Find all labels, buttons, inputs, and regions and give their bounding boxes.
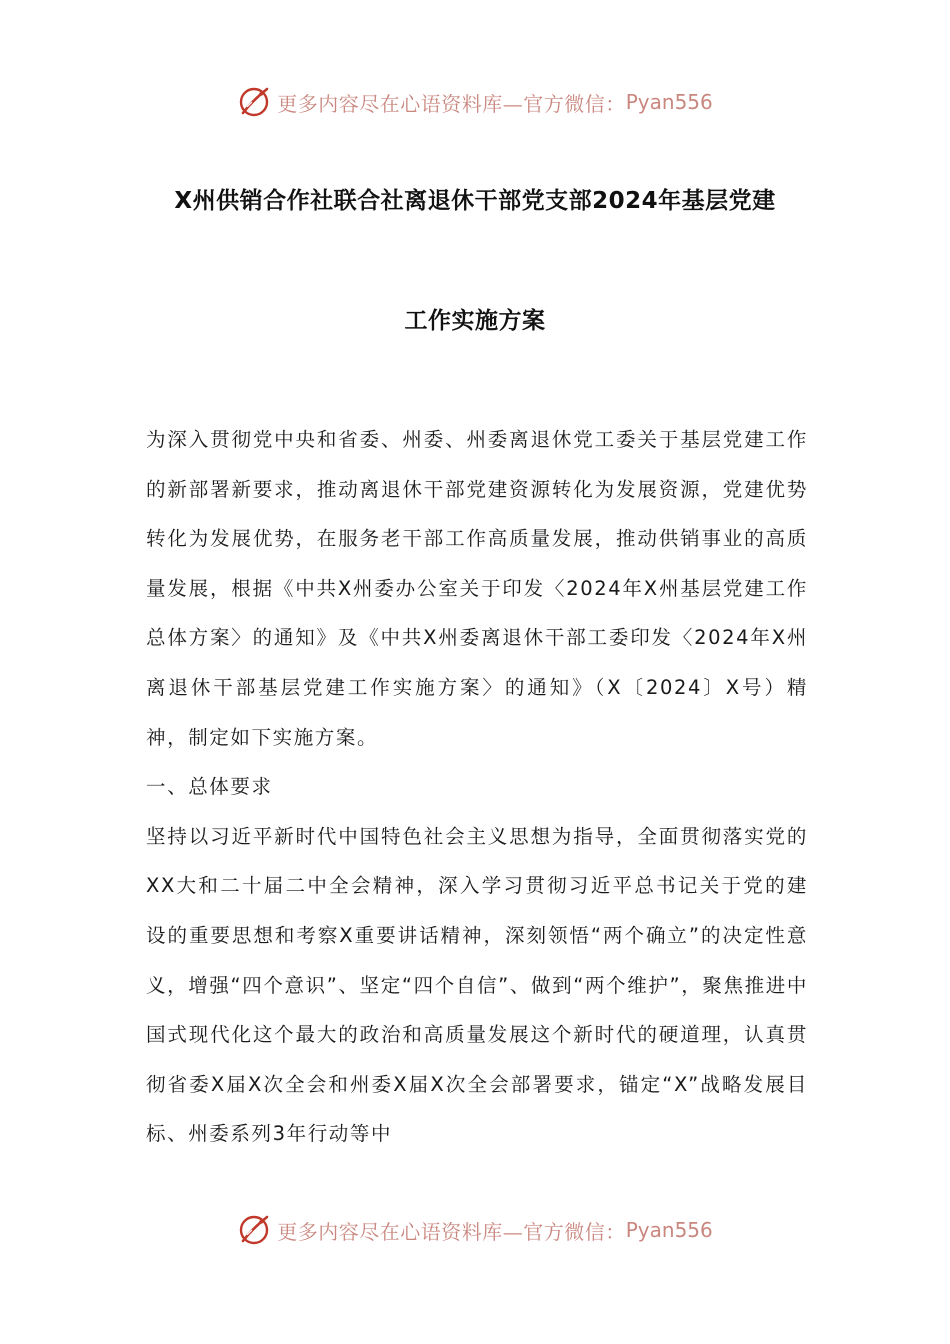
intro-paragraph: 为深入贯彻党中央和省委、州委、州委离退休党工委关于基层党建工作的新部署新要求，推动离退休干部党建资源转化为发展资源，党建优势转化为发展优势，在服务老干部工作高质量发展，推动供销事业的高质量发展，根据《中共X州委办公室关于印发〈2024年X州基层党建工作总体方案〉的通知》及《中共X州委离退休干部工委印发〈2024年X州离退休干部基层党建工作实施方案〉的通知》（X〔2024〕X号）精神，制定如下实施方案。 — [146, 428, 808, 749]
quill-pen-logo-icon — [237, 1213, 271, 1247]
document-title-line-2: 工作实施方案 — [404, 308, 546, 334]
document-body — [146, 415, 808, 1159]
section-heading-general-requirements: 一、总体要求 — [146, 775, 273, 799]
general-requirements-paragraph: 坚持以习近平新时代中国特色社会主义思想为指导，全面贯彻落实党的XX大和二十届二中全会精神，深入学习贯彻习近平总书记关于党的建设的重要思想和考察X重要讲话精神，深刻领悟“两个确立”的决定性意义，增强“四个意识”、坚定“四个自信”、做到“两个维护”，聚焦推进中国式现代化这个最大的政治和高质量发展这个新时代的硬道理，认真贯彻省委X届X次全会和州委X届X次全会部署要求，锚定“X”战略发展目标、州委系列3年行动等中 — [146, 824, 808, 1146]
quill-pen-logo-icon — [237, 85, 271, 119]
watermark-header — [0, 82, 950, 122]
watermark-footer — [0, 1210, 950, 1250]
document-title-line-1: X州供销合作社联合社离退休干部党支部2024年基层党建 — [174, 188, 776, 214]
watermark-text: 更多内容尽在心语资料库—官方微信： — [277, 91, 626, 116]
watermark-text: 更多内容尽在心语资料库—官方微信： — [277, 1219, 626, 1244]
watermark-wechat-id: Pyan556 — [625, 90, 713, 114]
watermark-wechat-id: Pyan556 — [625, 1218, 713, 1242]
